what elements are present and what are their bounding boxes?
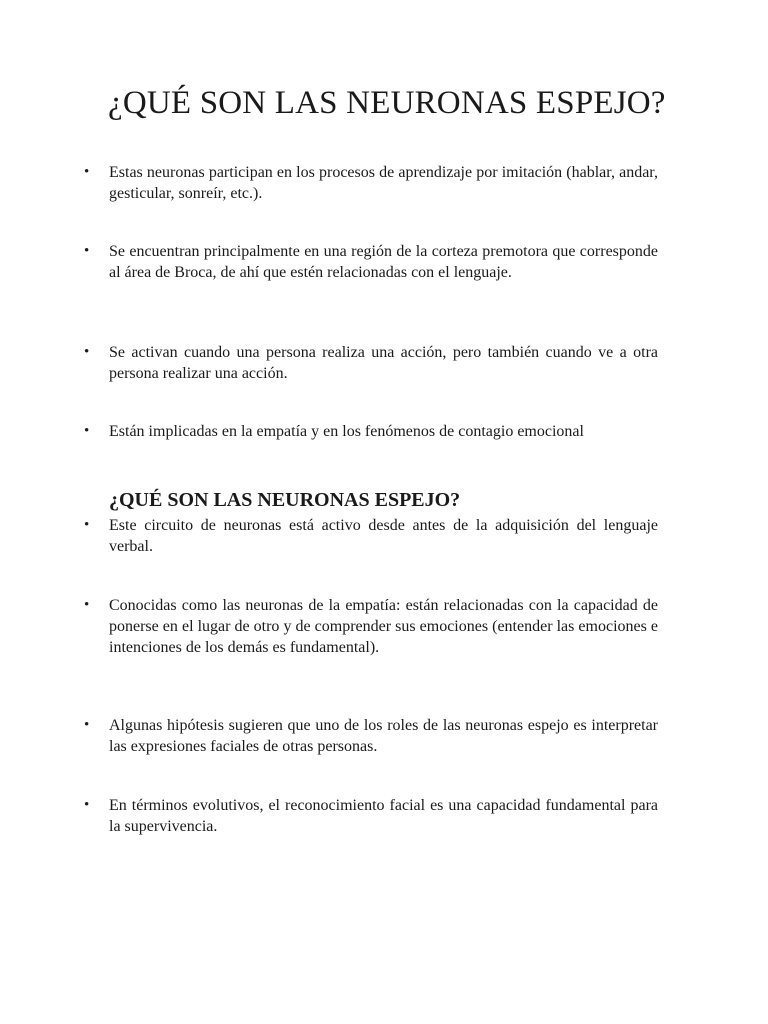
list-item xyxy=(82,421,658,442)
bullet-icon: • xyxy=(84,164,90,180)
bullet-icon: • xyxy=(84,717,90,733)
list-item xyxy=(82,342,658,384)
list-item-text: Algunas hipótesis sugieren que uno de los roles de las neuronas espejo es interpretar las expresiones faciales de otras personas. xyxy=(109,717,658,755)
bullet-icon: • xyxy=(84,797,90,813)
list-item-text: Están implicadas en la empatía y en los fenómenos de contagio emocional xyxy=(109,423,584,440)
bullet-icon: • xyxy=(84,344,90,360)
list-item xyxy=(82,795,658,837)
page-title: ¿QUÉ SON LAS NEURONAS ESPEJO? xyxy=(108,85,666,121)
bullet-icon: • xyxy=(84,243,90,259)
list-item xyxy=(82,241,658,283)
list-item-text: Se encuentran principalmente en una región de la corteza premotora que corresponde al área de Broca, de ahí que estén relacionadas con el lenguaje. xyxy=(109,243,658,281)
bullet-icon: • xyxy=(84,597,90,613)
list-item xyxy=(82,515,658,557)
list-item-text: En términos evolutivos, el reconocimiento facial es una capacidad fundamental para la supervivencia. xyxy=(109,797,658,835)
list-item xyxy=(82,715,658,757)
list-item-text: Se activan cuando una persona realiza una acción, pero también cuando ve a otra persona realizar una acción. xyxy=(109,344,658,382)
list-item-text: Este circuito de neuronas está activo desde antes de la adquisición del lenguaje verbal. xyxy=(109,517,658,555)
bullet-icon: • xyxy=(84,517,90,533)
list-item-text: Estas neuronas participan en los procesos de aprendizaje por imitación (hablar, andar, gesticular, sonreír, etc.). xyxy=(109,164,658,202)
bullet-icon: • xyxy=(84,423,90,439)
list-item xyxy=(82,595,658,658)
list-item-text: Conocidas como las neuronas de la empatía: están relacionadas con la capacidad de ponerse en el lugar de otro y de comprender sus emociones (entender las emociones e intenciones de los demás es fundamental). xyxy=(109,597,658,656)
section-heading: ¿QUÉ SON LAS NEURONAS ESPEJO? xyxy=(109,489,461,511)
list-item xyxy=(82,162,658,204)
